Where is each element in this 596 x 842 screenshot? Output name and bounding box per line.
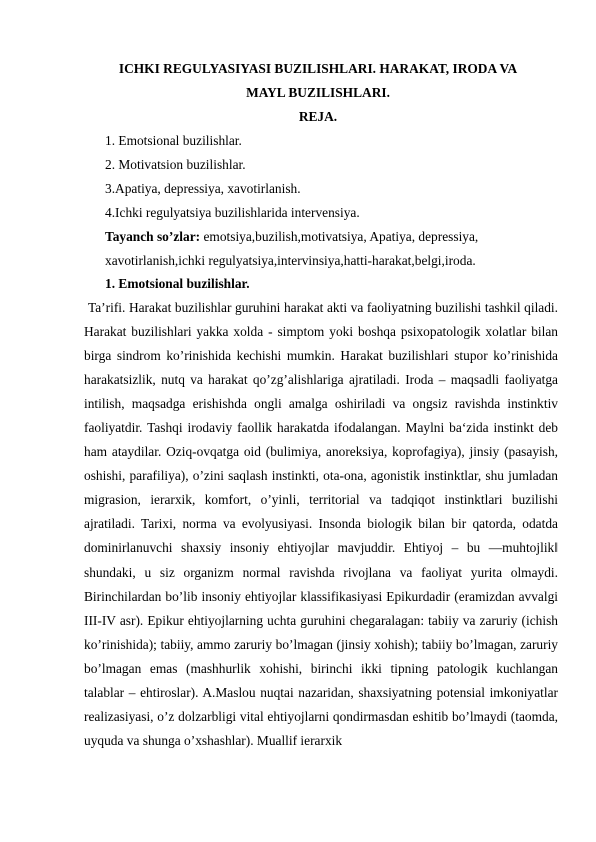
keywords-line-1	[105, 225, 548, 249]
plan-item-1: 1. Emotsional buzilishlar.	[105, 133, 242, 148]
section-heading: 1. Emotsional buzilishlar.	[105, 276, 250, 291]
plan-item-3: 3.Apatiya, depressiya, xavotirlanish.	[105, 181, 301, 196]
document-title-line-1: ICHKI REGULYASIYASI BUZILISHLARI. HARAKAT, IRODA VA	[118, 61, 518, 76]
plan-item-2: 2. Motivatsion buzilishlar.	[105, 157, 246, 172]
plan-heading: REJA.	[298, 109, 338, 124]
keywords-label: Tayanch so’zlar:	[105, 229, 201, 244]
body-paragraph: Ta’rifi. Harakat buzilishlar guruhini harakat akti va faoliyatning buzilishi tashkil qiladi. Harakat buzilishlari yakka xolda - simptom yoki boshqa psixopatologik xolatlar bilan birga sindrom ko’rinishida kechishi mumkin. Harakat buzilishlari stupor ko’rinishida harakatsizlik, nutq va harakat qo’zg’alishlariga ajratiladi. Iroda – maqsadli faoliyatga intilish, maqsadga erishishda ongli amalga oshiriladi va ongsiz ravishda instinktiv faoliyatdir. Tashqi irodaviy faollik harakatda ifodalangan. Maylni ba‘zida instinkt deb ham ataydilar. Oziq-ovqatga oid (bulimiya, anoreksiya, koprofagiya), jinsiy (pasayish, oshishi, parafiliya), o’zini saqlash instinkti, ota-ona, agonistik instinktlar, shu jumladan migrasion, ierarxik, komfort, o’yinli, territorial va tadqiqot instinktlari buzilishi ajratiladi. Tarixi, norma va evolyusiyasi. Insonda biologik bilan bir qatorda, odatda dominirlanuvchi shaxsiy insoniy ehtiyojlar mavjuddir. Ehtiyoj – bu ―muhtojlik‖ shundaki, u siz organizm normal ravishda rivojlana va faoliyat yurita olmaydi. Birinchilardan bo’lib insoniy ehtiyojlar klassifikasiyasi Epikurdadir (eramizdan avvalgi III-IV asr). Epikur ehtiyojlarning uchta guruhini chegaralagan: tabiiy va zaruriy (ichish ko’rinishida); tabiiy, ammo zaruriy bo’lmagan (jinsiy xohish); tabiiy bo’lmagan, zaruriy bo’lmagan emas (mashhurlik xohishi, birinchi ikki tipning patologik kuchlangan talablar – ehtiroslar). A.Maslou nuqtai nazaridan, shaxsiyatning potensial imkoniyatlar realizasiyasi, o’z dolzarbligi vital ehtiyojlarni qondirmasdan eshitib bo’lmaydi (taomda, uyquda va shunga o’xshashlar). Muallif ierarxik	[84, 300, 558, 748]
document-title-line-2: MAYL BUZILISHLARI.	[246, 85, 390, 100]
keywords-text-1: emotsiya,buzilish,motivatsiya, Apatiya, depressiya,	[200, 229, 479, 244]
plan-item-4: 4.Ichki regulyatsiya buzilishlarida intervensiya.	[105, 205, 360, 220]
keywords-line-2: xavotirlanish,ichki regulyatsiya,intervinsiya,hatti-harakat,belgi,iroda.	[105, 253, 476, 268]
